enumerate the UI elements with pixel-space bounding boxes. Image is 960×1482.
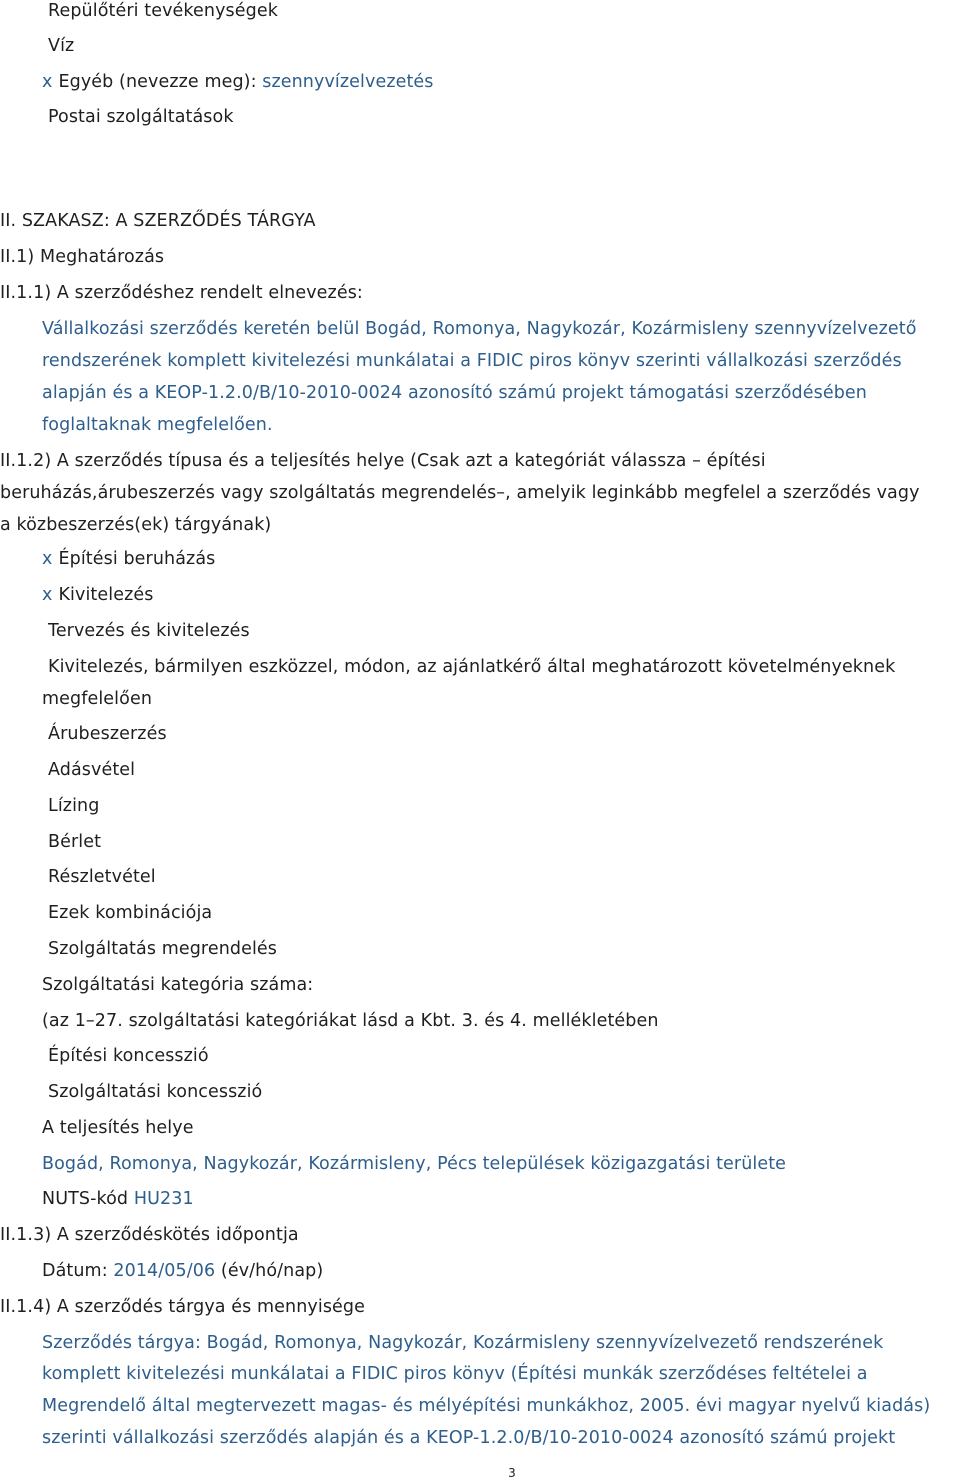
checked-mark: x	[42, 549, 53, 569]
heading-ii12-cont: a közbeszerzés(ek) tárgyának)	[0, 515, 272, 535]
type-kivitelezes: x Kivitelezés	[42, 585, 154, 605]
option-egyeb: x Egyéb (nevezze meg): szennyvízelvezetés	[42, 72, 434, 92]
contract-date: Dátum: 2014/05/06 (év/hó/nap)	[42, 1261, 324, 1281]
contract-name-line: rendszerének komplett kivitelezési munkálatai a FIDIC piros könyv szerinti vállalkozási szerződés	[42, 351, 902, 371]
service-category-note: (az 1–27. szolgáltatási kategóriákat lásd a Kbt. 3. és 4. mellékletében	[42, 1011, 659, 1031]
contract-name-line: Vállalkozási szerződés keretén belül Bogád, Romonya, Nagykozár, Kozármisleny szennyvízelvezető	[42, 319, 917, 339]
subject-line: Szerződés tárgya: Bogád, Romonya, Nagykozár, Kozármisleny szennyvízelvezető rendszerének	[42, 1333, 884, 1353]
option-repuloteri: Repülőtéri tevékenységek	[48, 1, 278, 21]
type-szolgaltatasi-koncesszio: Szolgáltatási koncesszió	[48, 1082, 263, 1102]
contract-name-line: alapján és a KEOP-1.2.0/B/10-2010-0024 azonosító számú projekt támogatási szerződésében	[42, 383, 867, 403]
heading-ii13: II.1.3) A szerződéskötés időpontja	[0, 1225, 299, 1245]
type-szolgaltatas: Szolgáltatás megrendelés	[48, 939, 278, 959]
section-title: II. SZAKASZ: A SZERZŐDÉS TÁRGYA	[0, 211, 316, 231]
type-kombinacio: Ezek kombinációja	[48, 903, 213, 923]
type-adasvetel: Adásvétel	[48, 760, 136, 780]
type-berlet: Bérlet	[48, 832, 102, 852]
option-viz: Víz	[48, 36, 75, 56]
subject-line: komplett kivitelezési munkálatai a FIDIC piros könyv (Építési munkák szerződéses feltételei a	[42, 1364, 868, 1384]
type-kivitelezes-barmilyen: Kivitelezés, bármilyen eszközzel, módon, az ajánlatkérő által meghatározott követelményeknek	[48, 657, 896, 677]
type-arubeszerzes: Árubeszerzés	[48, 724, 167, 744]
nuts-code: NUTS-kód HU231	[42, 1189, 194, 1209]
type-epitesi-beruhazas: x Építési beruházás	[42, 549, 216, 569]
heading-ii12: II.1.2) A szerződés típusa és a teljesítés helye (Csak azt a kategóriát válassza – építési	[0, 451, 766, 471]
place-label: A teljesítés helye	[42, 1118, 194, 1138]
heading-ii14: II.1.4) A szerződés tárgya és mennyisége	[0, 1297, 365, 1317]
subject-line: Megrendelő által megtervezett magas- és mélyépítési munkákhoz, 2005. évi magyar nyelvű kiadás)	[42, 1396, 931, 1416]
nuts-value: HU231	[133, 1189, 194, 1209]
place-value: Bogád, Romonya, Nagykozár, Kozármisleny, Pécs települések közigazgatási területe	[42, 1154, 787, 1174]
contract-name-line: foglaltaknak megfelelően.	[42, 415, 273, 435]
type-kivitelezes-barmilyen-cont: megfelelően	[42, 689, 153, 709]
service-category-label: Szolgáltatási kategória száma:	[42, 975, 314, 995]
option-egyeb-value: szennyvízelvezetés	[262, 72, 434, 92]
page-number: 3	[508, 1466, 516, 1480]
checked-mark: x	[42, 72, 53, 92]
type-tervezes: Tervezés és kivitelezés	[48, 621, 250, 641]
option-postai: Postai szolgáltatások	[48, 107, 234, 127]
heading-ii11: II.1.1) A szerződéshez rendelt elnevezés:	[0, 283, 363, 303]
checked-mark: x	[42, 585, 53, 605]
heading-ii1: II.1) Meghatározás	[0, 247, 165, 267]
type-epitesi-koncesszio: Építési koncesszió	[48, 1046, 209, 1066]
type-reszletvetel: Részletvétel	[48, 867, 156, 887]
subject-line: szerinti vállalkozási szerződés alapján és a KEOP-1.2.0/B/10-2010-0024 azonosító számú projekt	[42, 1428, 896, 1448]
type-lizing: Lízing	[48, 796, 100, 816]
heading-ii12-cont: beruházás,árubeszerzés vagy szolgáltatás megrendelés–, amelyik leginkább megfelel a szerződés vagy	[0, 483, 920, 503]
date-value: 2014/05/06	[113, 1261, 216, 1281]
